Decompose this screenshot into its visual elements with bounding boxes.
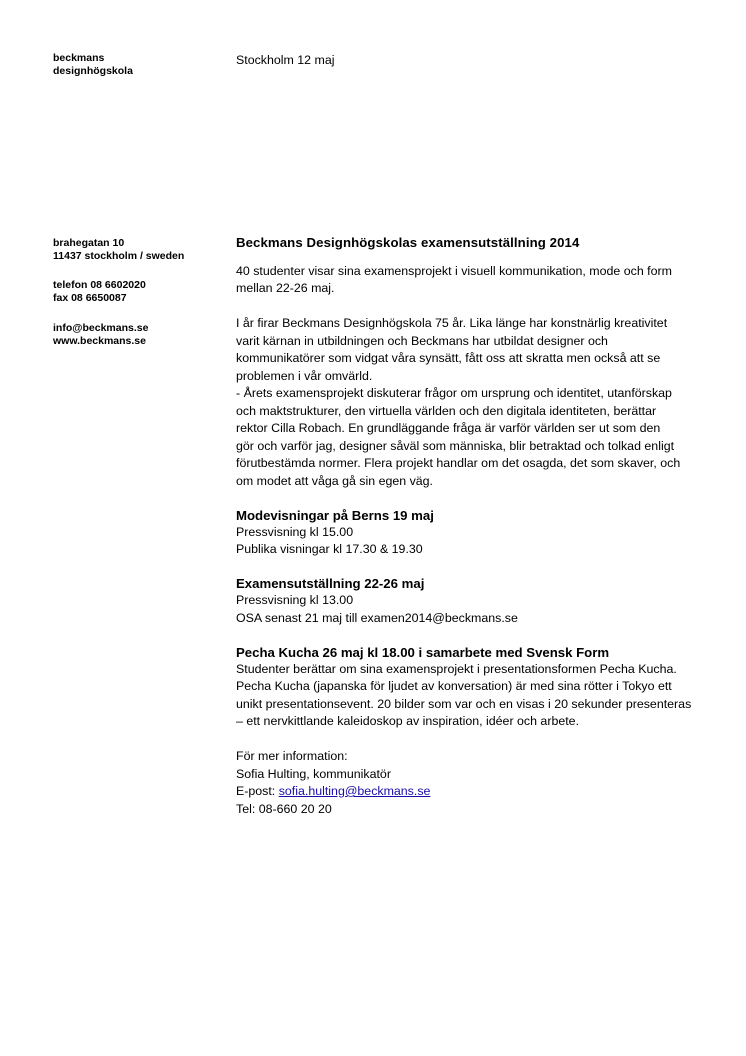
section-heading: Modevisningar på Berns 19 maj — [236, 507, 434, 523]
section-line: Pressvisning kl 13.00 — [236, 593, 354, 607]
contact-intro: För mer information: — [236, 749, 348, 763]
intro-line: mellan 22-26 maj. — [236, 281, 335, 295]
section-line: Studenter berättar om sina examensprojekt i presentationsformen Pecha Kucha. — [236, 661, 677, 676]
contact-name: Sofia Hulting, kommunikatör — [236, 766, 391, 781]
body-line: I år firar Beckmans Designhögskola 75 år. Lika länge har konstnärlig kreativitet — [236, 316, 668, 330]
contact-tel: Tel: 08-660 20 20 — [236, 801, 332, 816]
body-line: kommunikatörer som vidgat våra synsätt, fått oss att skratta men också att se — [236, 351, 661, 365]
letter-content — [236, 234, 706, 818]
body-paragraph — [236, 315, 706, 490]
body-line: förutbestämda normer. Flera projekt handlar om det osagda, det som skaver, och — [236, 456, 681, 470]
body-line: problemen i vår omvärld. — [236, 368, 373, 383]
phone-block — [53, 279, 146, 305]
city: 11437 stockholm / sweden — [53, 250, 185, 262]
body-line: gör och varför jag, designer såväl som människa, blir betraktad och tolkad enligt — [236, 438, 675, 453]
section-line: Pecha Kucha (japanska för ljudet av konversation) är med sina rötter i Tokyo ett — [236, 679, 672, 693]
fax: fax 08 6650087 — [53, 292, 127, 304]
intro-paragraph — [236, 263, 706, 298]
body-line: - Årets examensprojekt diskuterar frågor om ursprung och identitet, utanförskap — [236, 386, 672, 400]
body-line: rektor Cilla Robach. En grundläggande fråga är varför världen ser ut som den — [236, 421, 661, 435]
section-line: Pressvisning kl 15.00 — [236, 524, 354, 539]
contact-email-link[interactable]: sofia.hulting@beckmans.se — [278, 784, 431, 798]
letter-title: Beckmans Designhögskolas examensutställning 2014 — [236, 235, 580, 250]
contact-block — [236, 748, 706, 818]
contact-email-row — [236, 783, 706, 801]
phone: telefon 08 6602020 — [53, 279, 146, 291]
org-line-2: designhögskola — [53, 65, 133, 77]
section-pecha-kucha — [236, 645, 706, 731]
intro-line: 40 studenter visar sina examensprojekt i visuell kommunikation, mode och form — [236, 263, 672, 278]
letter-date: Stockholm 12 maj — [236, 53, 335, 67]
org-name — [53, 52, 133, 78]
section-fashion-shows — [236, 508, 706, 559]
web-block — [53, 322, 148, 348]
address-block — [53, 237, 184, 263]
section-heading: Examensutställning 22-26 maj — [236, 576, 425, 591]
section-line: – ett nervkittlande kaleidoskop av inspiration, idéer och arbete. — [236, 714, 580, 728]
contact-email-label: E-post: — [236, 784, 279, 798]
body-line: varit kärnan in utbildningen och Beckmans har utbildat designer och — [236, 333, 608, 348]
section-exhibition — [236, 576, 706, 627]
section-heading: Pecha Kucha 26 maj kl 18.00 i samarbete med Svensk Form — [236, 644, 610, 660]
org-line-1: beckmans — [53, 52, 105, 64]
body-line: om modet att våga gå sin egen väg. — [236, 473, 433, 488]
sender-email: info@beckmans.se — [53, 322, 149, 334]
section-line: unikt presentationsevent. 20 bilder som var och en visas i 20 sekunder presenteras — [236, 696, 692, 711]
sender-website: www.beckmans.se — [53, 335, 146, 347]
section-line: Publika visningar kl 17.30 & 19.30 — [236, 542, 423, 556]
body-line: och maktstrukturer, den virtuella världen och den digitala identiteten, berättar — [236, 403, 657, 418]
section-line: OSA senast 21 maj till examen2014@beckmans.se — [236, 610, 518, 625]
street: brahegatan 10 — [53, 237, 125, 249]
